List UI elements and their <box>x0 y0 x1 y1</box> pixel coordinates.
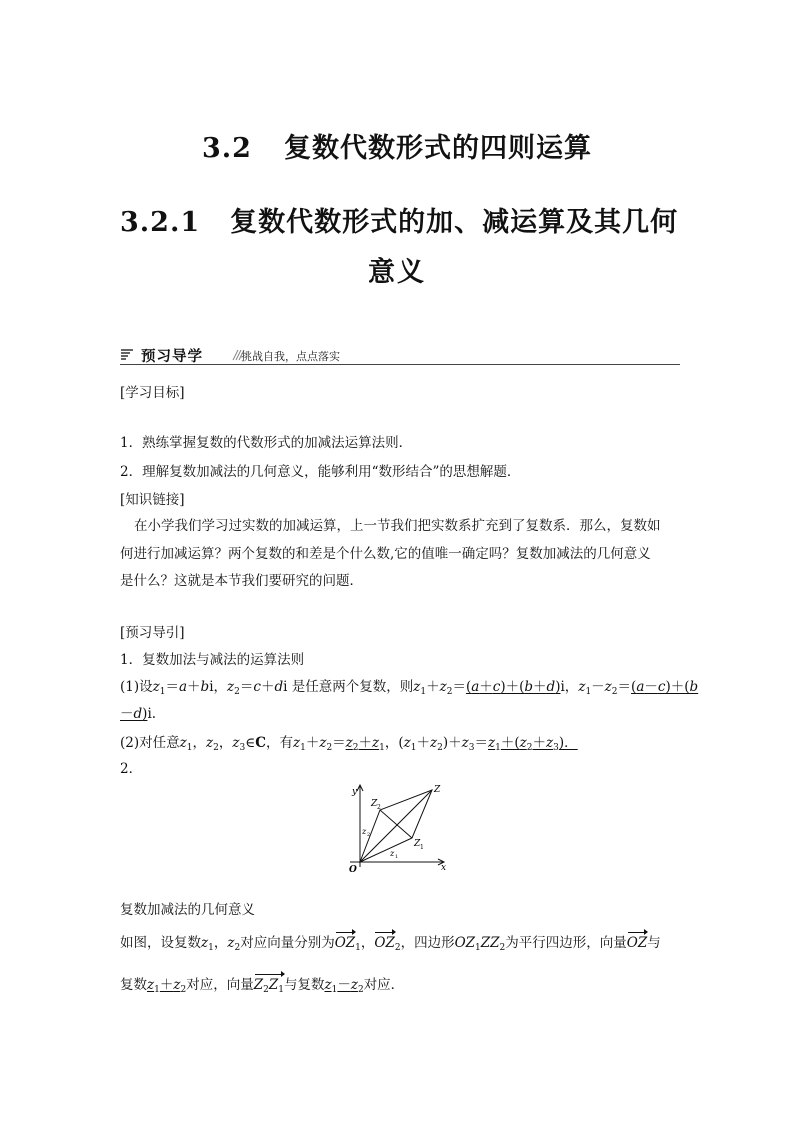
subsection-title-text: 复数代数形式的加、减运算及其几何 <box>230 207 679 238</box>
label-z: Z <box>434 785 441 795</box>
banner-rule <box>120 364 680 365</box>
subsection-title <box>120 200 678 239</box>
stripes-icon <box>120 348 134 361</box>
rule-item-1-cont: －d)i. <box>120 706 157 722</box>
section-banner <box>120 345 680 365</box>
side-label-z1-sub: 1 <box>395 854 399 860</box>
section-title <box>0 126 794 165</box>
side-label-z2: z <box>362 827 367 836</box>
rule-title: 1．复数加法与减法的运算法则 <box>120 652 305 668</box>
objective-item-1: 1．熟练掌握复数的代数形式的加减法运算法则． <box>120 435 413 451</box>
section-title-text: 复数代数形式的四则运算 <box>283 133 592 164</box>
objectives-label: [学习目标] <box>120 385 185 401</box>
knowledge-label: [知识链接] <box>120 492 185 508</box>
item-2-number: 2． <box>120 761 143 777</box>
geometric-meaning-line-2: 复数$z_1+z_2$对应，向量$Z_2Z_1$与复数$z_1-z_2$对应． <box>120 977 405 995</box>
subsection-title-continued: 意义 <box>368 257 426 288</box>
objective-item-2: 2．理解复数加减法的几何意义，能够利用“数形结合”的思想解题． <box>120 464 521 480</box>
label-y: y <box>352 787 358 797</box>
rule-item-1: (1)设$z_1=a+bi$，$z_2=c+di$ 是任意两个复数，则$z_1+z_2=(a+c)+(b+d)i$，$z_1-z_2=(a-c)+(b$ <box>120 679 699 697</box>
knowledge-line-3: 是什么？这就是本节我们要研究的问题． <box>120 573 363 589</box>
side-label-z2-sub: 2 <box>367 832 371 838</box>
label-z2: Z <box>371 799 378 809</box>
label-x: x <box>441 863 447 873</box>
geometric-meaning-line-1: 如图，设复数$z_1$，$z_2$对应向量分别为$OZ_1$，$OZ_2$，四边形$OZ_1ZZ_2$为平行四边形，向量OZ与 <box>120 935 661 953</box>
guide-label: [预习导引] <box>120 625 185 641</box>
knowledge-line-2: 何进行加减运算？两个复数的和差是个什么数,它的值唯一确定吗？复数加减法的几何意义 <box>120 546 651 562</box>
subsection-number: 3.2.1 <box>120 207 201 238</box>
banner-heading: 预习导学 <box>141 349 203 365</box>
parallelogram-figure <box>340 782 460 877</box>
label-z1-sub: 1 <box>420 844 424 851</box>
side-label-z1: z <box>390 849 395 858</box>
knowledge-line-1: 在小学我们学习过实数的加减运算，上一节我们把实数系扩充到了复数系．那么，复数如 <box>134 518 661 534</box>
section-number: 3.2 <box>202 133 252 164</box>
banner-subtitle: 挑战自我，点点落实 <box>241 350 340 363</box>
label-o: O <box>349 865 357 875</box>
label-z2-sub: 2 <box>377 804 381 811</box>
label-z1: Z <box>414 839 421 849</box>
rule-item-2: (2)对任意$z_1$，$z_2$，$z_3\in C$，有$z_1+z_2=z_2+z_1$，$(z_1+z_2)+z_3=z_1+(z_2+z_3)$． <box>120 735 578 753</box>
geometric-meaning-title: 复数加减法的几何意义 <box>120 902 255 918</box>
